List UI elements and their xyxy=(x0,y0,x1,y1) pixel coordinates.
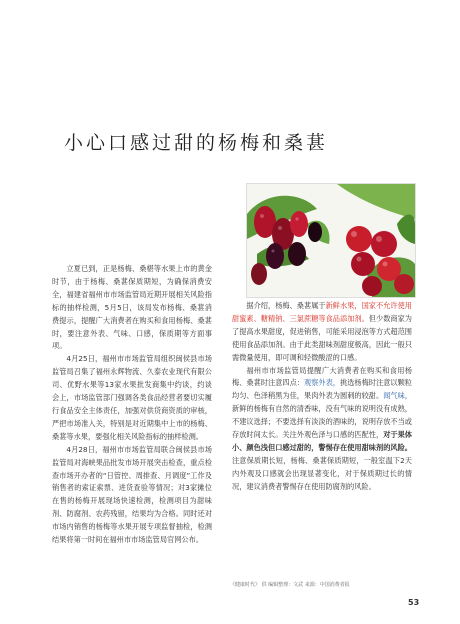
highlight-red-text: 新鲜水果，国家不允许使用甜蜜素、糖精钠、三氯蔗糖等食品添加剂。 xyxy=(232,301,412,323)
bold-text: 对于果体小、颜色浅但口感过甜的，警惕存在使用甜味剂的风险。 xyxy=(232,430,412,452)
paragraph: 立夏已到，正是杨梅、桑椹等水果上市的黄金时节，由于杨梅、桑葚保质期短，为确保消费安全，福建省福州市市场监管局近期开展相关风险指标的抽样检测，5月5日，该局发布杨梅、桑葚消费提示，提醒广大消费者在购买和食用杨梅、桑葚时，要注意外表、气味、口感，保质期等方面事项。 xyxy=(52,264,212,351)
paragraph xyxy=(232,365,412,494)
text-run: 但少数商家为了提高水果甜度，促进销售，可能采用浸泡等方式超范围使用食品添加剂。由于此类甜味剂甜度极高，因此一般只需微量使用，即可调和轻微酸涩的口感。 xyxy=(232,313,412,362)
text-run: 据介绍，杨梅、桑葚属于 xyxy=(246,301,326,310)
highlight-blue-text: 观察外表， xyxy=(304,378,340,388)
text-run: 挑选杨梅时注意以颗粒均匀、色泽稍黑为佳，果肉外表为圆刺的较甜。 xyxy=(232,378,412,401)
text-run: 注意保质期长短，杨梅、桑葚保质期短，一般室温下2天内外观及口感就会出现显著变化，对于保质期过长的情况，建议消费者警惕存在使用防腐剂的风险。 xyxy=(232,455,412,491)
paragraph xyxy=(232,300,412,365)
fruit-photo-svg xyxy=(247,184,415,297)
text-run: 新鲜的杨梅有自然的清香味，没有气味的说明没有成熟，不建议选择；不要选择有淡淡的酒味的，说明存放不当或存放时间太长。关注外观色泽与口感的匹配性， xyxy=(232,404,412,440)
article-title: 小心口感过甜的杨梅和桑葚 xyxy=(64,132,329,154)
page-number: 53 xyxy=(408,598,420,607)
article-left-column xyxy=(52,263,212,547)
source-caption: 《健康时代》 供 编辑整理：文武 来源：中国消费者报 xyxy=(230,582,350,588)
paragraph: 4月25日，福州市市场监管局组织闽侯县市场监管局召集了福州永辉物流、久泰农业现代有限公司、优野水果等13家水果批发商集中约谈，约谈会上，市场监管部门强调各类食品经营者要切实履行食品安全主体责任，加强对供货商资质的审核，严把市场准入关，特别是对近期集中上市的杨梅、桑葚等水果，要强化相关风险指标的抽样检测。 xyxy=(52,354,212,441)
paragraph: 4月28日，福州市市场监管局联合闽侯县市场监管局对海峡果品批发市场开展突击检查，重点检查市场开办者的“日管控、周排查、月调度”工作及销售者的索证索票、进货查验等情况；对3家摊位在售的杨梅开展现场快速检测，检测项目为甜味剂、防腐剂、农药残留，结果均为合格。同时还对市场内销售的杨梅等水果开展专项监督抽检，检测结果将第一时间在福州市市场监管局官网公布。 xyxy=(52,444,212,545)
bayberry-mulberry-photo xyxy=(246,183,416,298)
highlight-blue-text: 闻气味， xyxy=(383,391,412,401)
text-run: 福州市市场监管局提醒广大消费者在购买和食用杨梅、桑葚时注意四点： xyxy=(232,365,412,388)
article-right-column xyxy=(232,300,412,494)
